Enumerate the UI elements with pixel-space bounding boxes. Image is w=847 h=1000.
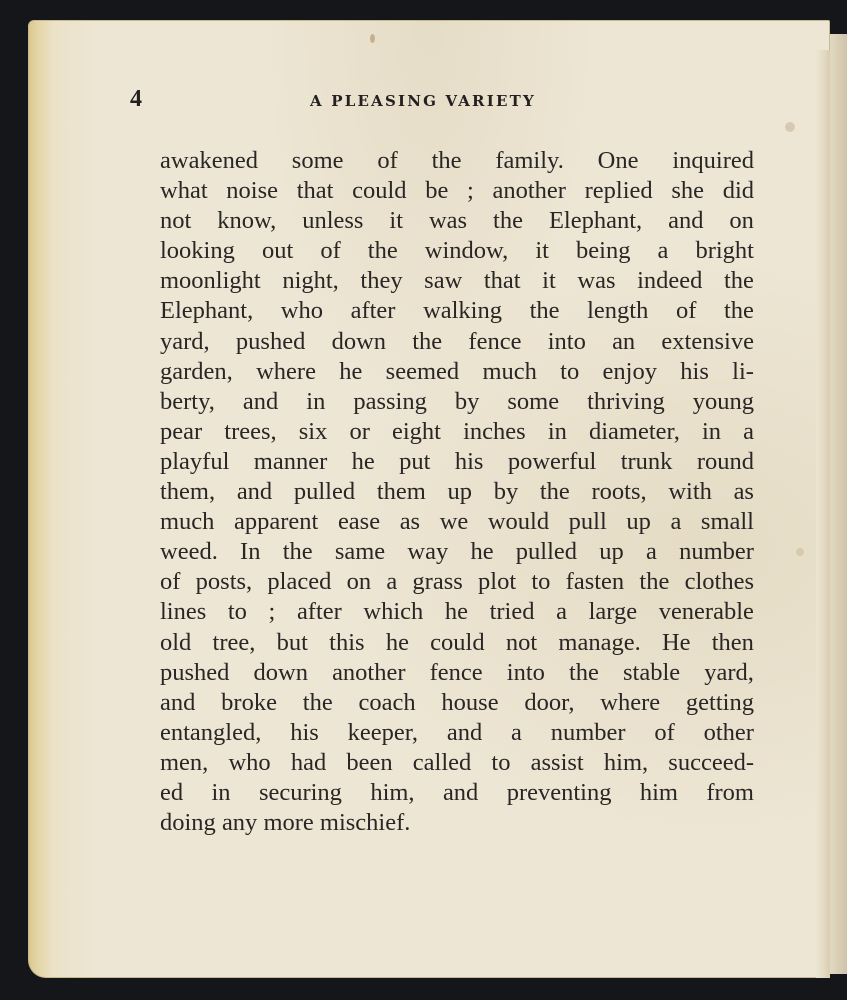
text-line: what noise that could be ; another replied she did (160, 177, 754, 205)
text-line: weed. In the same way he pulled up a number (160, 538, 754, 566)
text-line: old tree, but this he could not manage. He then (160, 628, 754, 656)
body-text (160, 146, 754, 838)
text-line: pushed down another fence into the stable yard, (160, 658, 754, 686)
text-line: pear trees, six or eight inches in diameter, in a (160, 417, 754, 445)
text-line: ed in securing him, and preventing him from (160, 778, 754, 806)
text-line: not know, unless it was the Elephant, and on (160, 207, 754, 235)
page-edge (816, 50, 830, 978)
text-line: and broke the coach house door, where getting (160, 688, 754, 716)
text-line: them, and pulled them up by the roots, with as (160, 478, 754, 506)
text-line: looking out of the window, it being a bright (160, 237, 754, 265)
text-line: lines to ; after which he tried a large venerable (160, 598, 754, 626)
page-header (130, 86, 650, 116)
foxing-spot (796, 548, 804, 556)
text-line: yard, pushed down the fence into an extensive (160, 327, 754, 355)
foxing-spot (370, 34, 375, 43)
text-line: moonlight night, they saw that it was indeed the (160, 267, 754, 295)
foxing-spot (785, 122, 795, 132)
running-head: A PLEASING VARIETY (310, 92, 536, 110)
next-page-sliver (830, 34, 847, 974)
text-line: entangled, his keeper, and a number of other (160, 718, 754, 746)
text-line: berty, and in passing by some thriving young (160, 387, 754, 415)
text-line: Elephant, who after walking the length of the (160, 297, 754, 325)
text-line: doing any more mischief. (160, 809, 411, 837)
text-line: much apparent ease as we would pull up a small (160, 508, 754, 536)
text-line: awakened some of the family. One inquired (160, 147, 754, 174)
page-number: 4 (130, 86, 142, 112)
text-line: playful manner he put his powerful trunk round (160, 447, 754, 475)
text-line: of posts, placed on a grass plot to fasten the clothes (160, 568, 754, 596)
text-line: garden, where he seemed much to enjoy his li- (160, 357, 754, 385)
text-line: men, who had been called to assist him, succeed- (160, 748, 754, 776)
